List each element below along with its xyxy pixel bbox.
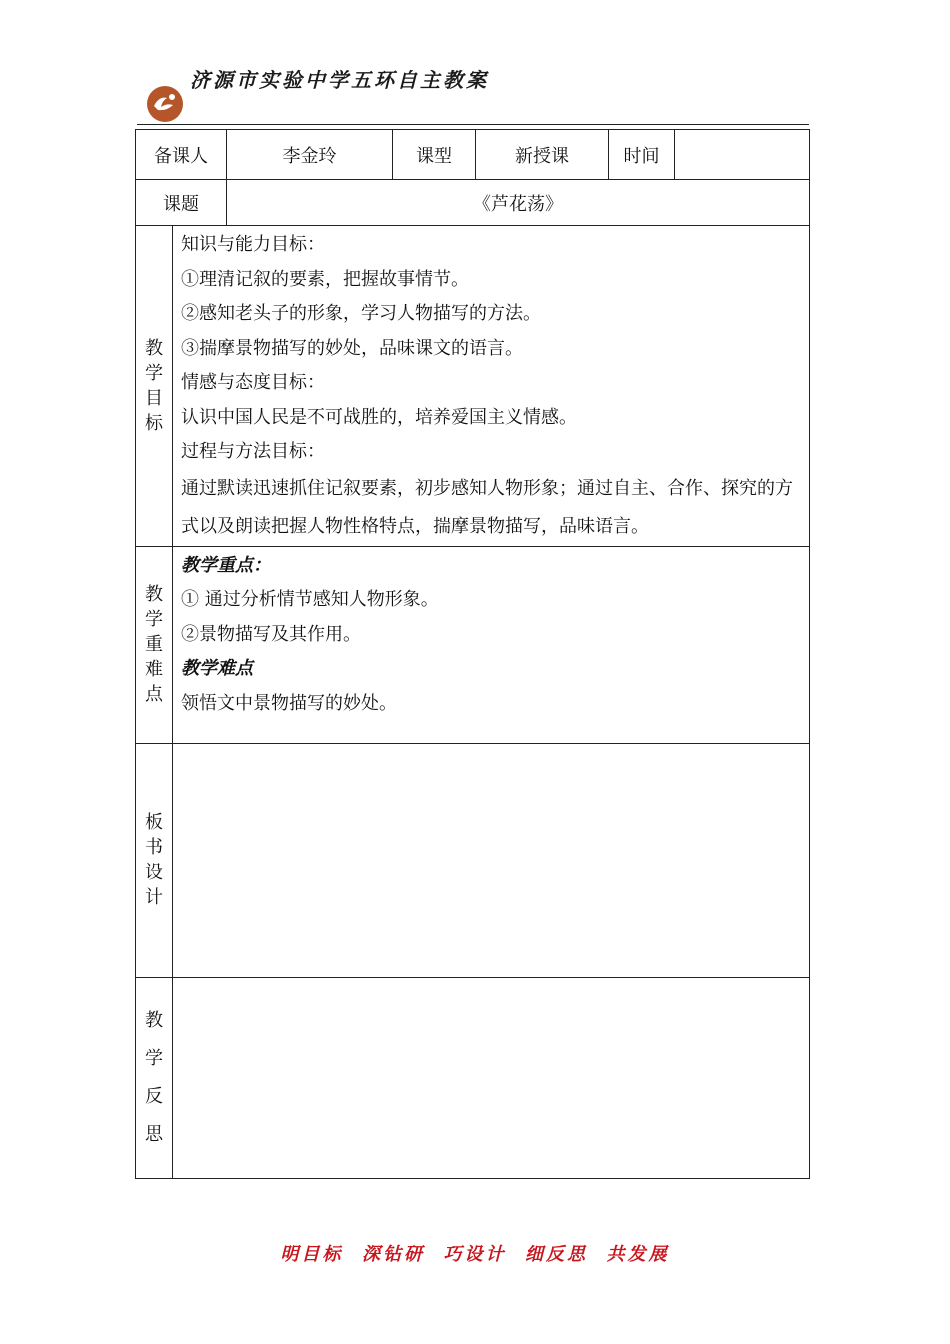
objective-heading-process: 过程与方法目标：: [181, 441, 325, 462]
header-divider: [137, 124, 809, 125]
board-design-label: 板 书 设 计: [136, 743, 173, 977]
school-title: 济源市实验中学五环自主教案: [190, 68, 489, 92]
lesson-plan-table: [135, 129, 810, 1179]
objective-item: ②感知老头子的形象，学习人物描写的方法。: [181, 303, 541, 324]
lesson-type-value: 新授课: [476, 130, 609, 180]
preparer-value: 李金玲: [227, 130, 393, 180]
objectives-content: [173, 226, 810, 547]
difficulty-heading: 教学难点: [181, 658, 253, 679]
topic-value: 《芦花荡》: [227, 180, 810, 226]
focus-item: ① 通过分析情节感知人物形象。: [181, 589, 439, 610]
footer-motto: 明目标 深钻研 巧设计 细反思 共发展: [280, 1244, 670, 1265]
objective-item: ③揣摩景物描写的妙处，品味课文的语言。: [181, 337, 523, 359]
topic-label: 课题: [136, 180, 227, 226]
key-points-label: 教 学 重 难 点: [136, 546, 173, 743]
preparer-label: 备课人: [136, 130, 227, 180]
difficulty-item: 领悟文中景物描写的妙处。: [181, 692, 397, 714]
objective-heading-knowledge: 知识与能力目标：: [181, 234, 325, 255]
objectives-label: 教 学 目 标: [136, 226, 173, 547]
lesson-type-label: 课型: [393, 130, 476, 180]
key-points-row: [136, 546, 810, 743]
reflection-content: [173, 977, 810, 1178]
topic-row: [136, 180, 810, 226]
time-value: [675, 130, 810, 180]
board-design-content: [173, 743, 810, 977]
info-row: [136, 130, 810, 180]
key-points-content: [173, 546, 810, 743]
objective-item: ①理清记叙的要素，把握故事情节。: [181, 268, 469, 290]
focus-item: ②景物描写及其作用。: [181, 623, 361, 645]
objective-heading-emotion: 情感与态度目标：: [181, 372, 325, 393]
reflection-label: 教 学 反 思: [136, 977, 173, 1178]
board-design-row: [136, 743, 810, 977]
focus-heading: 教学重点：: [181, 554, 271, 576]
school-emblem-icon: [145, 84, 185, 124]
objective-item: 通过默读迅速抓住记叙要素，初步感知人物形象；通过自主、合作、探究的方式以及朗读把握人物性格特点，揣摩景物描写，品味语言。: [181, 477, 793, 537]
time-label: 时间: [609, 130, 675, 180]
objective-item: 认识中国人民是不可战胜的，培养爱国主义情感。: [181, 406, 577, 428]
reflection-row: [136, 977, 810, 1178]
objectives-row: [136, 226, 810, 547]
